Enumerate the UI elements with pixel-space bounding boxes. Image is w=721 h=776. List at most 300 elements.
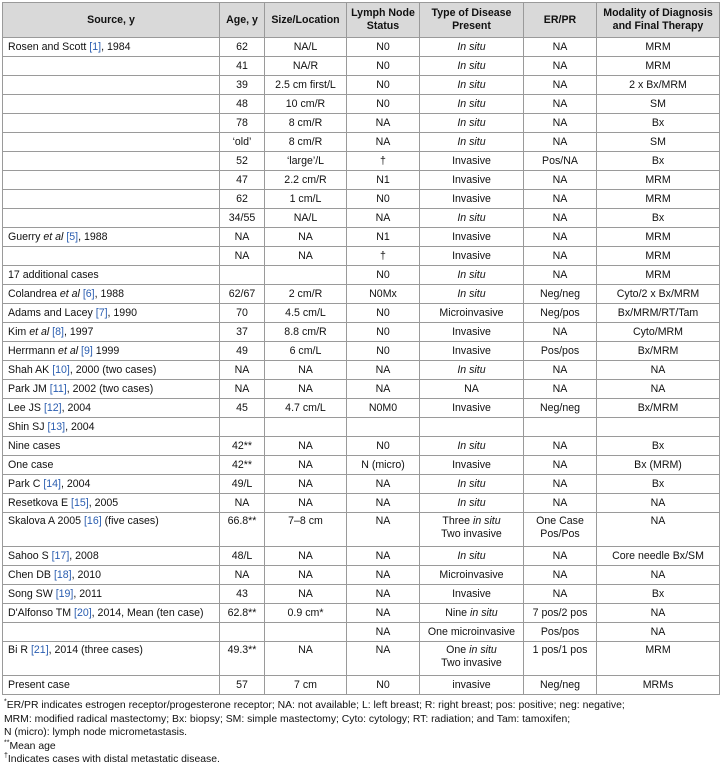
age-cell: 48/L (220, 547, 265, 566)
table-row (3, 642, 720, 676)
lymph-node-cell: NA (347, 114, 420, 133)
table-row (3, 304, 720, 323)
disease-type-cell (420, 399, 524, 418)
size-location-cell: 1 cm/L (265, 190, 347, 209)
cell-text-segment: , 1997 (63, 325, 94, 338)
cell-text-segment: In situ (457, 116, 486, 129)
footnote-line (4, 753, 719, 767)
lymph-node-cell: N0M0 (347, 399, 420, 418)
table-row (3, 152, 720, 171)
age-cell: 42** (220, 456, 265, 475)
modality-cell: NA (597, 361, 720, 380)
lymph-node-cell: N0 (347, 190, 420, 209)
footnote-text: ER/PR indicates estrogen receptor/progesterone receptor; NA: not available; L: left breast; R: right breast; pos: positive; neg: negative; (6, 700, 625, 711)
lymph-node-cell: N0 (347, 38, 420, 57)
disease-type-cell (420, 418, 524, 437)
size-location-cell: 6 cm/L (265, 342, 347, 361)
size-location-cell: 7 cm (265, 676, 347, 695)
table-row (3, 623, 720, 642)
modality-cell: NA (597, 566, 720, 585)
modality-cell (597, 418, 720, 437)
er-pr-cell: 7 pos/2 pos (524, 604, 597, 623)
table-row (3, 76, 720, 95)
cell-text-segment: in situ (472, 515, 501, 527)
cell-text-segment: Invasive (452, 587, 491, 600)
cell-text-segment: Present case (8, 678, 70, 691)
size-location-cell: 2 cm/R (265, 285, 347, 304)
header-modality: Modality of Diagnosis and Final Therapy (597, 3, 720, 38)
lymph-node-cell: N1 (347, 171, 420, 190)
er-pr-cell: NA (524, 171, 597, 190)
size-location-cell: ‘large’/L (265, 152, 347, 171)
er-pr-cell: Neg/neg (524, 399, 597, 418)
cell-text-segment: Invasive (452, 230, 491, 243)
disease-type-cell (420, 57, 524, 76)
cell-text-segment: D'Alfonso TM (8, 606, 74, 619)
er-pr-cell: NA (524, 247, 597, 266)
footnote-line (4, 713, 719, 727)
source-cell (3, 171, 220, 190)
cell-text-segment: Invasive (452, 154, 491, 167)
er-pr-cell: NA (524, 95, 597, 114)
cell-text-segment: Sahoo S (8, 549, 52, 562)
footnote-line (4, 726, 719, 740)
disease-type-cell (420, 152, 524, 171)
lymph-node-cell: NA (347, 585, 420, 604)
cell-text-segment: Nine cases (8, 439, 61, 452)
modality-cell: Bx (597, 475, 720, 494)
cell-text-segment: , 2004 (61, 401, 92, 414)
modality-cell: MRM (597, 642, 720, 676)
reference-link: [13] (47, 420, 66, 433)
lymph-node-cell: NA (347, 209, 420, 228)
table-row (3, 190, 720, 209)
disease-type-cell (420, 190, 524, 209)
er-pr-cell: NA (524, 323, 597, 342)
footnote-marker: † (4, 752, 8, 760)
size-location-cell: 0.9 cm* (265, 604, 347, 623)
reference-link: [10] (52, 363, 70, 376)
cell-text-segment: In situ (457, 496, 486, 509)
source-cell (3, 285, 220, 304)
cell-text-segment: in situ (470, 606, 498, 619)
er-pr-cell: NA (524, 585, 597, 604)
cell-text-segment: Herrmann (8, 344, 59, 357)
reference-link: [1] (89, 40, 102, 53)
table-row (3, 418, 720, 437)
er-pr-cell: NA (524, 114, 597, 133)
cell-text-segment: , 1984 (101, 40, 131, 53)
age-cell: ‘old’ (220, 133, 265, 152)
age-cell (220, 418, 265, 437)
table-row (3, 566, 720, 585)
table-row (3, 285, 720, 304)
modality-cell: Cyto/2 x Bx/MRM (597, 285, 720, 304)
cell-text-segment: In situ (457, 268, 486, 281)
age-cell: 52 (220, 152, 265, 171)
disease-type-cell (420, 494, 524, 513)
table-row (3, 171, 720, 190)
lymph-node-cell: N0 (347, 76, 420, 95)
lymph-node-cell: N0Mx (347, 285, 420, 304)
age-cell: 78 (220, 114, 265, 133)
cell-text-segment: , 2002 (two cases) (66, 382, 154, 395)
table-row (3, 247, 720, 266)
lymph-node-cell: NA (347, 361, 420, 380)
source-cell (3, 114, 220, 133)
cell-text-segment: One microinvasive (427, 625, 516, 638)
cell-text-segment: Kim (8, 325, 30, 338)
source-cell (3, 76, 220, 95)
cell-text-segment: In situ (457, 78, 486, 91)
cell-text-segment: Two invasive (441, 528, 502, 540)
modality-cell: NA (597, 494, 720, 513)
er-pr-cell: NA (524, 133, 597, 152)
table-row (3, 209, 720, 228)
modality-cell: MRM (597, 190, 720, 209)
cell-text-segment: Park C (8, 477, 44, 490)
size-location-cell: 4.7 cm/L (265, 399, 347, 418)
cell-text-segment: , 2004 (65, 420, 95, 433)
cell-text-segment: in situ (469, 644, 497, 656)
source-cell (3, 547, 220, 566)
disease-type-cell (420, 209, 524, 228)
source-cell (3, 361, 220, 380)
header-er-pr: ER/PR (524, 3, 597, 38)
modality-cell: MRM (597, 171, 720, 190)
cell-text-segment: In situ (457, 477, 486, 490)
reference-link: [19] (55, 587, 74, 600)
cell-text-segment: In situ (457, 135, 486, 148)
cell-text-segment: Rosen and Scott (8, 40, 90, 53)
size-location-cell: NA (265, 494, 347, 513)
cell-text-segment: Guerry (8, 230, 44, 243)
table-row (3, 95, 720, 114)
age-cell: NA (220, 380, 265, 399)
disease-type-cell (420, 437, 524, 456)
cell-text-segment: Microinvasive (439, 568, 504, 581)
size-location-cell: 4.5 cm/L (265, 304, 347, 323)
table-body (3, 38, 720, 695)
table-row (3, 456, 720, 475)
source-cell (3, 585, 220, 604)
modality-cell: MRM (597, 38, 720, 57)
lymph-node-cell: N0 (347, 323, 420, 342)
header-row (3, 3, 720, 38)
cell-text-segment: Invasive (452, 344, 491, 357)
er-pr-cell: NA (524, 38, 597, 57)
lymph-node-cell: NA (347, 380, 420, 399)
footnote-marker: * (4, 698, 7, 706)
age-cell: NA (220, 247, 265, 266)
cell-text-segment: In situ (457, 40, 486, 53)
source-cell (3, 228, 220, 247)
er-pr-cell: NA (524, 437, 597, 456)
cell-text-segment: et al (29, 325, 50, 338)
size-location-cell: 7–8 cm (265, 513, 347, 547)
modality-cell: SM (597, 133, 720, 152)
er-pr-cell: Pos/pos (524, 342, 597, 361)
disease-type-cell (420, 361, 524, 380)
disease-type-cell (420, 585, 524, 604)
cell-text-segment: Nine (445, 606, 471, 619)
cell-text-segment: Skalova A 2005 (8, 515, 84, 527)
size-location-cell: 8.8 cm/R (265, 323, 347, 342)
size-location-cell: NA (265, 456, 347, 475)
er-pr-cell: Neg/pos (524, 304, 597, 323)
disease-type-cell (420, 342, 524, 361)
reference-link: [6] (82, 287, 95, 300)
reference-link: [8] (52, 325, 64, 338)
reference-link: [16] (83, 515, 102, 527)
source-cell (3, 437, 220, 456)
size-location-cell: 10 cm/R (265, 95, 347, 114)
age-cell: 66.8** (220, 513, 265, 547)
source-cell (3, 475, 220, 494)
size-location-cell: NA/L (265, 38, 347, 57)
modality-cell: Bx (597, 152, 720, 171)
modality-cell: 2 x Bx/MRM (597, 76, 720, 95)
cell-text-segment: Invasive (452, 325, 491, 338)
source-cell (3, 38, 220, 57)
table-row (3, 475, 720, 494)
cell-text-segment: In situ (457, 549, 486, 562)
reference-link: [5] (66, 230, 79, 243)
footnote-text: MRM: modified radical mastectomy; Bx: biopsy; SM: simple mastectomy; Cyto: cytology; RT: radiation; and Tam: tamoxifen; (4, 713, 571, 725)
lymph-node-cell: NA (347, 623, 420, 642)
size-location-cell: 2.5 cm first/L (265, 76, 347, 95)
er-pr-cell: 1 pos/1 pos (524, 642, 597, 676)
table-row (3, 38, 720, 57)
cell-text-segment: , 1988 (78, 230, 108, 243)
cell-text-segment: One (446, 644, 470, 656)
cell-text-segment: Invasive (452, 249, 491, 262)
age-cell (220, 266, 265, 285)
age-cell: NA (220, 361, 265, 380)
disease-type-cell (420, 76, 524, 95)
modality-cell: Bx (597, 114, 720, 133)
lymph-node-cell: NA (347, 475, 420, 494)
reference-link: [11] (49, 382, 67, 395)
source-cell (3, 304, 220, 323)
source-cell (3, 623, 220, 642)
cell-text-segment: Bi R (8, 644, 31, 656)
header-age: Age, y (220, 3, 265, 38)
er-pr-cell: NA (524, 547, 597, 566)
size-location-cell: NA/R (265, 57, 347, 76)
table-row (3, 547, 720, 566)
age-cell: 34/55 (220, 209, 265, 228)
er-pr-cell: Pos/NA (524, 152, 597, 171)
source-cell (3, 566, 220, 585)
modality-cell: Bx/MRM/RT/Tam (597, 304, 720, 323)
source-cell (3, 190, 220, 209)
lymph-node-cell: NA (347, 547, 420, 566)
cell-text-segment: , 2008 (69, 549, 99, 562)
er-pr-cell: NA (524, 380, 597, 399)
cell-text-segment: Invasive (452, 173, 491, 186)
modality-cell: MRMs (597, 676, 720, 695)
cell-text-segment: In situ (457, 363, 486, 376)
cell-text-segment: Invasive (452, 192, 491, 205)
age-cell: NA (220, 566, 265, 585)
lymph-node-cell: NA (347, 133, 420, 152)
cell-text-segment: Microinvasive (439, 306, 504, 319)
modality-cell: Bx/MRM (597, 342, 720, 361)
source-cell (3, 604, 220, 623)
age-cell: 62.8** (220, 604, 265, 623)
cell-text-segment: NA (464, 382, 479, 395)
cell-text-segment: Chen DB (8, 568, 54, 581)
modality-cell: Cyto/MRM (597, 323, 720, 342)
age-cell: 49/L (220, 475, 265, 494)
cell-text-segment: In situ (457, 59, 486, 72)
source-cell (3, 266, 220, 285)
cell-text-segment: Two invasive (441, 657, 502, 669)
age-cell: 39 (220, 76, 265, 95)
table-row (3, 380, 720, 399)
size-location-cell: NA (265, 475, 347, 494)
lymph-node-cell (347, 418, 420, 437)
footnote-line (4, 740, 719, 754)
cell-text-segment: et al (43, 230, 64, 243)
lymph-node-cell: N1 (347, 228, 420, 247)
disease-type-cell (420, 171, 524, 190)
modality-cell: MRM (597, 57, 720, 76)
modality-cell: Bx (597, 437, 720, 456)
age-cell: 37 (220, 323, 265, 342)
header-lymph-node-status: Lymph Node Status (347, 3, 420, 38)
cell-text-segment: Invasive (452, 401, 491, 414)
size-location-cell: NA (265, 437, 347, 456)
er-pr-cell: NA (524, 361, 597, 380)
modality-cell: SM (597, 95, 720, 114)
cell-text-segment: 17 additional cases (8, 268, 99, 281)
disease-type-cell (420, 38, 524, 57)
table-row (3, 513, 720, 547)
reference-link: [20] (74, 606, 92, 619)
er-pr-cell: Neg/neg (524, 676, 597, 695)
table-row (3, 323, 720, 342)
source-cell (3, 323, 220, 342)
disease-type-cell (420, 547, 524, 566)
reference-link: [21] (30, 644, 49, 656)
table-row (3, 494, 720, 513)
disease-type-cell (420, 642, 524, 676)
table-row (3, 361, 720, 380)
cell-text-segment: Resetkova E (8, 496, 72, 509)
modality-cell: NA (597, 380, 720, 399)
table-row (3, 342, 720, 361)
table-row (3, 604, 720, 623)
lymph-node-cell: NA (347, 513, 420, 547)
size-location-cell: NA (265, 585, 347, 604)
cell-text-segment: Lee JS (8, 401, 44, 414)
age-cell: NA (220, 494, 265, 513)
er-pr-cell: NA (524, 209, 597, 228)
table-row (3, 266, 720, 285)
source-cell (3, 342, 220, 361)
footnote-marker: ** (4, 739, 10, 747)
cell-text-segment: Shah AK (8, 363, 53, 376)
size-location-cell: 8 cm/R (265, 114, 347, 133)
table-row (3, 114, 720, 133)
size-location-cell: 8 cm/R (265, 133, 347, 152)
size-location-cell (265, 266, 347, 285)
er-pr-cell: Neg/neg (524, 285, 597, 304)
lymph-node-cell: N0 (347, 676, 420, 695)
source-cell (3, 642, 220, 676)
age-cell: 47 (220, 171, 265, 190)
er-pr-cell: One Case Pos/Pos (524, 513, 597, 547)
table-row (3, 676, 720, 695)
header-source: Source, y (3, 3, 220, 38)
modality-cell: Bx (MRM) (597, 456, 720, 475)
reference-link: [9] (81, 344, 93, 357)
cell-text-segment: , 2010 (71, 568, 102, 581)
disease-type-cell (420, 228, 524, 247)
lymph-node-cell: N0 (347, 266, 420, 285)
source-cell (3, 95, 220, 114)
size-location-cell: NA (265, 547, 347, 566)
cell-text-segment: et al (59, 287, 80, 300)
er-pr-cell: NA (524, 456, 597, 475)
age-cell: 45 (220, 399, 265, 418)
disease-type-cell (420, 676, 524, 695)
age-cell: 49.3** (220, 642, 265, 676)
age-cell (220, 623, 265, 642)
source-cell (3, 57, 220, 76)
er-pr-cell: NA (524, 57, 597, 76)
cell-text-segment: Shin SJ (8, 420, 48, 433)
er-pr-cell: NA (524, 190, 597, 209)
age-cell: 49 (220, 342, 265, 361)
size-location-cell: NA (265, 380, 347, 399)
lymph-node-cell: NA (347, 566, 420, 585)
header-disease-type: Type of Disease Present (420, 3, 524, 38)
source-cell (3, 676, 220, 695)
reference-link: [12] (43, 401, 62, 414)
size-location-cell (265, 418, 347, 437)
lymph-node-cell: NA (347, 642, 420, 676)
cell-text-segment: (five cases) (101, 515, 159, 527)
age-cell: 41 (220, 57, 265, 76)
er-pr-cell (524, 418, 597, 437)
er-pr-cell: NA (524, 475, 597, 494)
age-cell: 62 (220, 38, 265, 57)
disease-type-cell (420, 247, 524, 266)
lymph-node-cell: † (347, 247, 420, 266)
age-cell: 57 (220, 676, 265, 695)
modality-cell: MRM (597, 266, 720, 285)
size-location-cell (265, 623, 347, 642)
footnotes (2, 695, 719, 767)
size-location-cell: 2.2 cm/R (265, 171, 347, 190)
lymph-node-cell: N0 (347, 437, 420, 456)
disease-type-cell (420, 456, 524, 475)
age-cell: 62/67 (220, 285, 265, 304)
table-row (3, 133, 720, 152)
cases-table (2, 2, 720, 695)
modality-cell: MRM (597, 247, 720, 266)
disease-type-cell (420, 623, 524, 642)
reference-link: [17] (51, 549, 70, 562)
cell-text-segment: In situ (457, 439, 486, 452)
lymph-node-cell: N0 (347, 342, 420, 361)
cell-text-segment: Song SW (8, 587, 56, 600)
cell-text-segment: , 2011 (73, 587, 103, 600)
table-row (3, 437, 720, 456)
